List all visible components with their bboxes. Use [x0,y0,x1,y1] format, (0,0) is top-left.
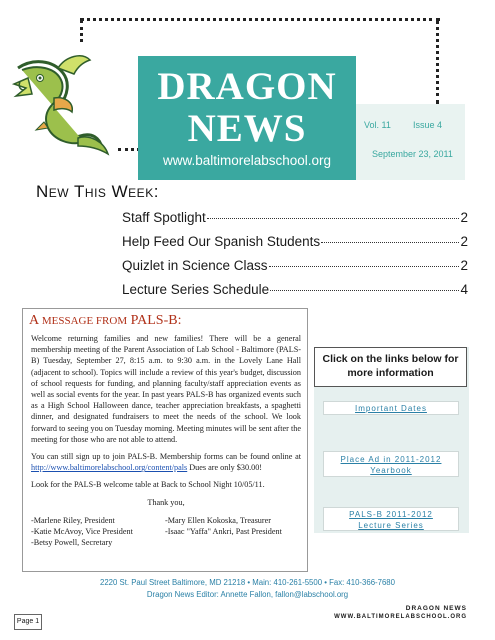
toc-leader [321,242,459,243]
toc-item-title: Help Feed Our Spanish Students [122,234,321,249]
message-paragraph-2 [31,451,301,473]
dotted-border-right [436,20,439,104]
newsletter-title-line1: DRAGON [157,65,337,108]
signature: -Mary Ellen Kokoska, Treasurer [165,515,271,525]
links-sidebar [314,347,469,533]
toc-item[interactable] [122,210,468,234]
lecture-link-line2: Lecture Series [358,521,424,530]
toc-leader [269,266,460,267]
toc-item-title: Quizlet in Science Class [122,258,268,273]
masthead-url: www.baltimorelabschool.org [162,153,332,168]
toc-item-page: 4 [460,282,468,297]
pals-membership-link[interactable]: http://www.baltimorelabschool.org/content/pals [31,463,188,473]
yearbook-link-line1: Place Ad in 2011-2012 [340,455,442,464]
important-dates-link[interactable]: Important Dates [323,401,459,415]
dragon-mascot-icon [8,38,133,163]
footer-address: 2220 St. Paul Street Baltimore, MD 21218 • Main: 410-261-5500 • Fax: 410-366-7680 [100,578,395,587]
message-title-mid: MESSAGE FROM [41,315,128,327]
issue-info-box [356,104,465,180]
masthead-banner [138,56,356,180]
click-links-note: Click on the links below for more information [314,347,467,387]
page-number: Page 1 [14,614,42,630]
dues-text: Dues are only $30.00! [189,463,263,473]
toc-item-title: Lecture Series Schedule [122,282,270,297]
issue-label: Issue 4 [413,120,443,130]
table-of-contents [122,210,468,306]
toc-item[interactable] [122,282,468,306]
issue-date: September 23, 2011 [372,149,453,159]
membership-text: You can still sign up to join PALS-B. Membership forms can be found online at [31,452,301,462]
toc-item-page: 2 [460,210,468,225]
toc-item-page: 2 [460,234,468,249]
yearbook-link-line2: Yearbook [370,466,412,475]
toc-item-page: 2 [460,258,468,273]
lecture-link-line1: PALS-B 2011-2012 [349,510,433,519]
signature-list [31,515,301,549]
message-body [31,333,301,548]
message-paragraph-1: Welcome returning families and new families! There will be a general membership meeting of the Parent Association of Lab School - Baltimore (PALS-B) Tuesday, September 27, 8:15 a.m. to 9:30 a.m. in the Lovely Lane Hall (adjacent to school). Topics will include a review of this year's budget, discussion of school requests for funding, and planning faculty/staff appreciation events as well as social events for the year. In past years PALS-B has organized events such as a High School Halloween dance, teacher appreciation breakfasts, a spaghetti dinner, and designated fundraisers to meet the needs of the school. We look forward to seeing you on Tuesday morning. Meeting minutes will be sent after the meeting for those who are not able to attend. [31,334,301,444]
signature: -Isaac "Yaffa" Ankri, Past President [165,527,282,537]
footer-editor: Dragon News Editor: Annette Fallon, fallon@labschool.org [146,590,349,599]
yearbook-ad-link[interactable] [323,451,459,477]
message-title [29,313,181,329]
toc-item[interactable] [122,234,468,258]
message-paragraph-3: Look for the PALS-B welcome table at Back to School Night 10/05/11. [31,480,265,490]
toc-leader [207,218,460,219]
lecture-series-link[interactable] [323,507,459,531]
signature: -Betsy Powell, Secretary [31,538,113,548]
volume-label: Vol. 11 [364,120,391,130]
toc-item[interactable] [122,258,468,282]
dotted-border-top [80,18,440,21]
toc-item-title: Staff Spotlight [122,210,206,225]
footer-newsletter-name: DRAGON NEWS [405,605,467,612]
signature: -Katie McAvoy, Vice President [31,527,133,537]
thank-you-line: Thank you, [147,497,185,507]
newsletter-title-line2: NEWS [187,107,307,150]
signature: -Marlene Riley, President [31,515,115,525]
message-title-b: PALS-B: [130,313,182,328]
message-title-a: A [29,313,39,328]
pals-b-message-box [22,308,308,572]
toc-leader [270,290,459,291]
footer-site-url: WWW.BALTIMORELABSCHOOL.ORG [334,614,467,620]
new-this-week-heading: New This Week: [36,182,159,201]
